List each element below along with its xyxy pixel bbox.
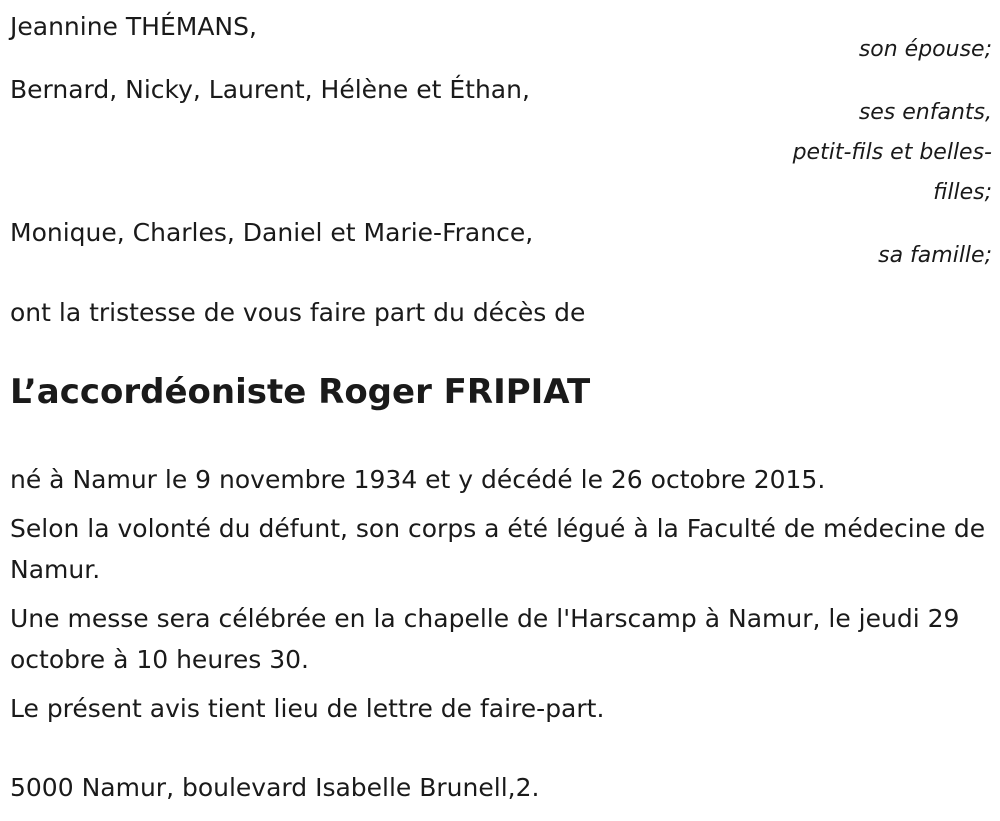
family-names-children: Bernard, Nicky, Laurent, Hélène et Éthan, bbox=[10, 75, 530, 104]
body-donation-paragraph: Selon la volonté du défunt, son corps a été légué à la Faculté de médecine de Namur. bbox=[10, 514, 986, 584]
family-names-family: Monique, Charles, Daniel et Marie-France, bbox=[10, 218, 534, 247]
deceased-name: L’accordéoniste Roger FRIPIAT bbox=[10, 372, 591, 412]
relation-children: ses enfants, bbox=[858, 100, 992, 125]
notice-paragraph: Le présent avis tient lieu de lettre de faire-part. bbox=[10, 694, 605, 723]
relation-children-line3: filles; bbox=[933, 180, 992, 205]
mass-paragraph: Une messe sera célébrée en la chapelle de l'Harscamp à Namur, le jeudi 29 octobre à 10 heures 30. bbox=[10, 604, 960, 674]
relation-children-line2: petit-fils et belles- bbox=[792, 140, 992, 165]
relation-family: sa famille; bbox=[878, 243, 992, 268]
death-notice bbox=[10, 0, 992, 821]
announcement-text: ont la tristesse de vous faire part du décès de bbox=[10, 298, 586, 327]
address: 5000 Namur, boulevard Isabelle Brunell,2. bbox=[10, 773, 540, 802]
relation-spouse: son épouse; bbox=[858, 37, 992, 62]
family-names-spouse: Jeannine THÉMANS, bbox=[10, 12, 257, 41]
birth-death-paragraph: né à Namur le 9 novembre 1934 et y décédé le 26 octobre 2015. bbox=[10, 465, 826, 494]
